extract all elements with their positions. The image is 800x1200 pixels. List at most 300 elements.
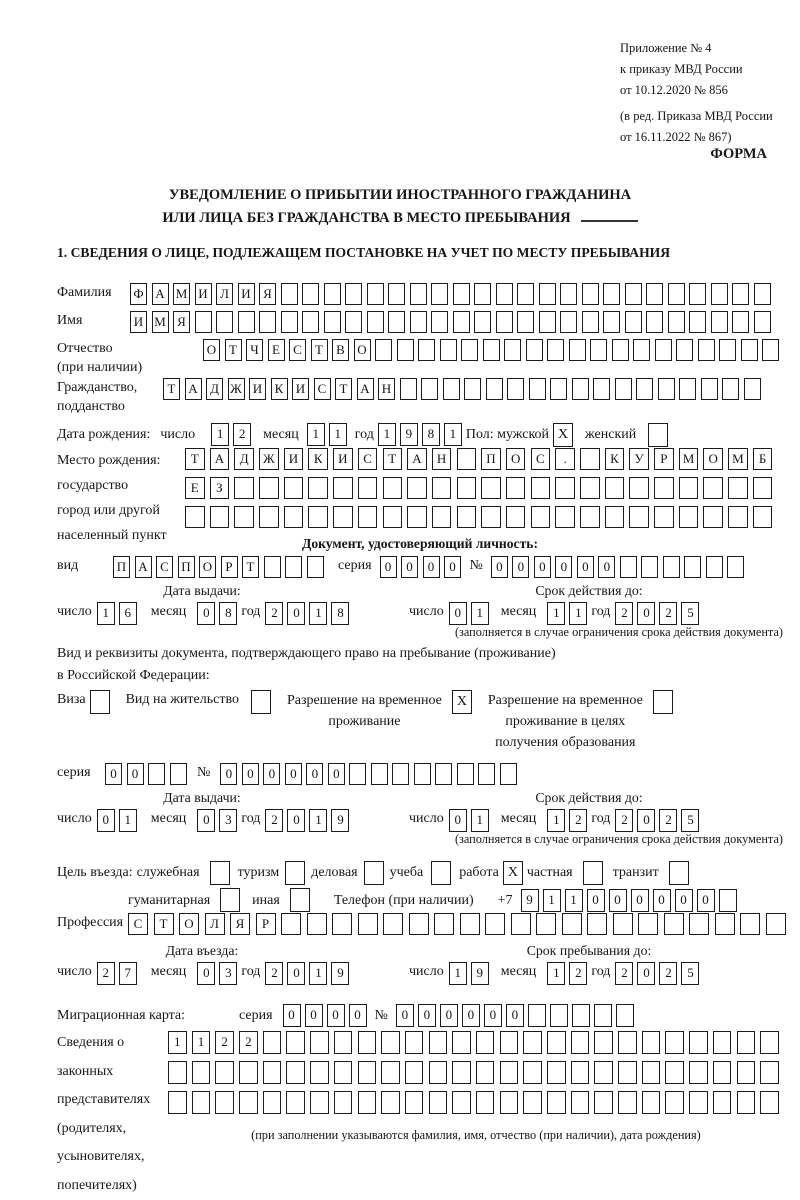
char-cell[interactable] xyxy=(334,1031,353,1054)
char-cell[interactable] xyxy=(523,1031,542,1054)
char-cell[interactable]: С xyxy=(156,556,173,578)
char-cell[interactable] xyxy=(646,283,663,305)
char-cell[interactable] xyxy=(496,311,513,333)
char-cell[interactable] xyxy=(284,477,304,499)
char-cell[interactable] xyxy=(594,1091,613,1114)
char-cell[interactable] xyxy=(665,1091,684,1114)
char-cell[interactable]: 0 xyxy=(449,602,467,625)
char-cell[interactable] xyxy=(711,283,728,305)
char-cell[interactable]: П xyxy=(481,448,501,470)
char-cell[interactable] xyxy=(713,1061,732,1084)
char-cell[interactable]: Т xyxy=(335,378,352,400)
char-cell[interactable] xyxy=(457,477,477,499)
char-cell[interactable] xyxy=(192,1061,211,1084)
char-cell[interactable]: К xyxy=(271,378,288,400)
char-cell[interactable]: Т xyxy=(185,448,205,470)
char-cell[interactable]: 7 xyxy=(119,962,137,985)
char-cell[interactable] xyxy=(638,913,658,935)
char-cell[interactable]: 0 xyxy=(637,602,655,625)
char-cell[interactable]: 0 xyxy=(287,962,305,985)
char-cell[interactable]: 0 xyxy=(328,763,345,785)
char-cell[interactable]: О xyxy=(199,556,216,578)
char-cell[interactable] xyxy=(713,1091,732,1114)
purpose-humanitarian-checkbox[interactable] xyxy=(220,888,240,912)
char-cell[interactable] xyxy=(264,556,281,578)
char-cell[interactable] xyxy=(715,913,735,935)
char-cell[interactable]: 0 xyxy=(305,1004,323,1027)
char-cell[interactable]: И xyxy=(284,448,304,470)
char-cell[interactable]: Л xyxy=(216,283,233,305)
char-cell[interactable] xyxy=(431,283,448,305)
char-cell[interactable] xyxy=(594,1061,613,1084)
purpose-transit-checkbox[interactable] xyxy=(669,861,689,885)
char-cell[interactable] xyxy=(358,913,378,935)
char-cell[interactable] xyxy=(281,311,298,333)
char-cell[interactable] xyxy=(728,477,748,499)
char-cell[interactable]: 2 xyxy=(569,809,587,832)
purpose-study-checkbox[interactable] xyxy=(431,861,451,885)
char-cell[interactable]: С xyxy=(531,448,551,470)
char-cell[interactable] xyxy=(620,556,637,578)
char-cell[interactable] xyxy=(760,1031,779,1054)
char-cell[interactable]: О xyxy=(179,913,199,935)
char-cell[interactable] xyxy=(457,506,477,528)
char-cell[interactable] xyxy=(286,1061,305,1084)
char-cell[interactable] xyxy=(754,283,771,305)
char-cell[interactable]: 0 xyxy=(97,809,115,832)
char-cell[interactable] xyxy=(547,1061,566,1084)
char-cell[interactable]: Я xyxy=(173,311,190,333)
char-cell[interactable] xyxy=(429,1031,448,1054)
char-cell[interactable]: 1 xyxy=(449,962,467,985)
char-cell[interactable] xyxy=(664,913,684,935)
sex-male-checkbox[interactable]: X xyxy=(553,423,573,447)
char-cell[interactable] xyxy=(474,311,491,333)
char-cell[interactable] xyxy=(234,477,254,499)
char-cell[interactable] xyxy=(572,378,589,400)
char-cell[interactable]: 0 xyxy=(534,556,551,578)
char-cell[interactable] xyxy=(689,311,706,333)
char-cell[interactable] xyxy=(388,283,405,305)
char-cell[interactable]: Б xyxy=(753,448,773,470)
char-cell[interactable] xyxy=(375,339,392,361)
char-cell[interactable]: 1 xyxy=(192,1031,211,1054)
char-cell[interactable] xyxy=(460,913,480,935)
char-cell[interactable] xyxy=(698,339,715,361)
char-cell[interactable] xyxy=(440,339,457,361)
char-cell[interactable] xyxy=(239,1091,258,1114)
char-cell[interactable]: Я xyxy=(259,283,276,305)
char-cell[interactable]: И xyxy=(249,378,266,400)
char-cell[interactable] xyxy=(753,506,773,528)
char-cell[interactable] xyxy=(432,477,452,499)
char-cell[interactable]: Т xyxy=(225,339,242,361)
char-cell[interactable] xyxy=(560,283,577,305)
char-cell[interactable]: 0 xyxy=(220,763,237,785)
char-cell[interactable] xyxy=(452,1061,471,1084)
char-cell[interactable] xyxy=(358,477,378,499)
char-cell[interactable]: В xyxy=(332,339,349,361)
char-cell[interactable] xyxy=(308,477,328,499)
char-cell[interactable]: . xyxy=(555,448,575,470)
char-cell[interactable]: А xyxy=(407,448,427,470)
char-cell[interactable] xyxy=(324,311,341,333)
char-cell[interactable]: К xyxy=(605,448,625,470)
char-cell[interactable] xyxy=(668,311,685,333)
char-cell[interactable]: Р xyxy=(256,913,276,935)
char-cell[interactable] xyxy=(410,311,427,333)
char-cell[interactable]: 0 xyxy=(609,889,627,912)
char-cell[interactable] xyxy=(684,556,701,578)
char-cell[interactable]: Т xyxy=(383,448,403,470)
char-cell[interactable] xyxy=(371,763,388,785)
char-cell[interactable]: 2 xyxy=(615,809,633,832)
char-cell[interactable] xyxy=(618,1061,637,1084)
char-cell[interactable]: 0 xyxy=(631,889,649,912)
char-cell[interactable] xyxy=(259,311,276,333)
char-cell[interactable] xyxy=(753,477,773,499)
char-cell[interactable] xyxy=(665,1061,684,1084)
char-cell[interactable] xyxy=(345,283,362,305)
char-cell[interactable] xyxy=(517,311,534,333)
char-cell[interactable] xyxy=(732,311,749,333)
char-cell[interactable]: 0 xyxy=(127,763,144,785)
char-cell[interactable]: О xyxy=(703,448,723,470)
char-cell[interactable] xyxy=(452,1091,471,1114)
char-cell[interactable] xyxy=(706,556,723,578)
char-cell[interactable]: 0 xyxy=(598,556,615,578)
char-cell[interactable] xyxy=(569,339,586,361)
char-cell[interactable] xyxy=(281,283,298,305)
char-cell[interactable]: 5 xyxy=(681,809,699,832)
char-cell[interactable]: 0 xyxy=(380,556,397,578)
char-cell[interactable]: 5 xyxy=(681,602,699,625)
char-cell[interactable]: 9 xyxy=(471,962,489,985)
char-cell[interactable]: 0 xyxy=(283,1004,301,1027)
char-cell[interactable]: 1 xyxy=(97,602,115,625)
char-cell[interactable]: О xyxy=(506,448,526,470)
char-cell[interactable] xyxy=(703,477,723,499)
char-cell[interactable] xyxy=(421,378,438,400)
char-cell[interactable]: Е xyxy=(185,477,205,499)
char-cell[interactable]: 1 xyxy=(378,423,396,446)
char-cell[interactable] xyxy=(429,1061,448,1084)
char-cell[interactable] xyxy=(679,378,696,400)
char-cell[interactable]: И xyxy=(130,311,147,333)
char-cell[interactable]: 1 xyxy=(471,602,489,625)
char-cell[interactable]: 3 xyxy=(219,962,237,985)
char-cell[interactable] xyxy=(531,506,551,528)
char-cell[interactable] xyxy=(431,311,448,333)
char-cell[interactable] xyxy=(168,1091,187,1114)
char-cell[interactable]: 0 xyxy=(491,556,508,578)
char-cell[interactable]: 0 xyxy=(197,962,215,985)
char-cell[interactable] xyxy=(629,506,649,528)
char-cell[interactable] xyxy=(414,763,431,785)
char-cell[interactable] xyxy=(547,1031,566,1054)
char-cell[interactable]: О xyxy=(203,339,220,361)
char-cell[interactable] xyxy=(358,1031,377,1054)
char-cell[interactable] xyxy=(170,763,187,785)
char-cell[interactable] xyxy=(689,1061,708,1084)
char-cell[interactable] xyxy=(381,1031,400,1054)
char-cell[interactable] xyxy=(550,378,567,400)
char-cell[interactable] xyxy=(383,913,403,935)
char-cell[interactable] xyxy=(500,1061,519,1084)
char-cell[interactable]: 0 xyxy=(197,602,215,625)
char-cell[interactable] xyxy=(483,339,500,361)
char-cell[interactable] xyxy=(642,1091,661,1114)
char-cell[interactable] xyxy=(407,477,427,499)
char-cell[interactable] xyxy=(616,1004,634,1027)
char-cell[interactable]: 0 xyxy=(287,809,305,832)
char-cell[interactable] xyxy=(625,311,642,333)
char-cell[interactable]: 6 xyxy=(119,602,137,625)
char-cell[interactable]: 1 xyxy=(119,809,137,832)
char-cell[interactable] xyxy=(760,1091,779,1114)
char-cell[interactable] xyxy=(528,1004,546,1027)
char-cell[interactable]: 0 xyxy=(396,1004,414,1027)
char-cell[interactable] xyxy=(148,763,165,785)
char-cell[interactable] xyxy=(286,1031,305,1054)
char-cell[interactable] xyxy=(679,477,699,499)
char-cell[interactable] xyxy=(679,506,699,528)
char-cell[interactable] xyxy=(284,506,304,528)
char-cell[interactable] xyxy=(550,1004,568,1027)
char-cell[interactable]: 2 xyxy=(265,962,283,985)
char-cell[interactable] xyxy=(689,1091,708,1114)
char-cell[interactable] xyxy=(766,913,786,935)
char-cell[interactable]: Ж xyxy=(228,378,245,400)
char-cell[interactable]: 2 xyxy=(97,962,115,985)
char-cell[interactable] xyxy=(381,1091,400,1114)
char-cell[interactable]: Т xyxy=(242,556,259,578)
char-cell[interactable] xyxy=(605,477,625,499)
char-cell[interactable] xyxy=(324,283,341,305)
char-cell[interactable]: 0 xyxy=(418,1004,436,1027)
char-cell[interactable] xyxy=(349,763,366,785)
char-cell[interactable] xyxy=(744,378,761,400)
char-cell[interactable]: 1 xyxy=(309,962,327,985)
char-cell[interactable]: 9 xyxy=(331,809,349,832)
char-cell[interactable]: И xyxy=(292,378,309,400)
char-cell[interactable] xyxy=(476,1031,495,1054)
char-cell[interactable] xyxy=(580,506,600,528)
purpose-private-checkbox[interactable] xyxy=(583,861,603,885)
char-cell[interactable] xyxy=(689,913,709,935)
char-cell[interactable] xyxy=(536,913,556,935)
char-cell[interactable] xyxy=(216,311,233,333)
char-cell[interactable] xyxy=(603,311,620,333)
char-cell[interactable]: 2 xyxy=(239,1031,258,1054)
char-cell[interactable]: 0 xyxy=(697,889,715,912)
char-cell[interactable] xyxy=(594,1004,612,1027)
char-cell[interactable] xyxy=(504,339,521,361)
char-cell[interactable] xyxy=(432,506,452,528)
char-cell[interactable] xyxy=(443,378,460,400)
char-cell[interactable]: 0 xyxy=(440,1004,458,1027)
char-cell[interactable] xyxy=(625,283,642,305)
char-cell[interactable]: М xyxy=(679,448,699,470)
char-cell[interactable]: С xyxy=(314,378,331,400)
char-cell[interactable] xyxy=(737,1091,756,1114)
char-cell[interactable] xyxy=(562,913,582,935)
char-cell[interactable]: Р xyxy=(221,556,238,578)
char-cell[interactable] xyxy=(500,1031,519,1054)
char-cell[interactable] xyxy=(727,556,744,578)
char-cell[interactable] xyxy=(754,311,771,333)
char-cell[interactable] xyxy=(474,283,491,305)
char-cell[interactable]: Е xyxy=(268,339,285,361)
char-cell[interactable] xyxy=(737,1031,756,1054)
char-cell[interactable] xyxy=(400,378,417,400)
char-cell[interactable] xyxy=(310,1031,329,1054)
char-cell[interactable]: 0 xyxy=(263,763,280,785)
char-cell[interactable] xyxy=(418,339,435,361)
residence-permit-checkbox[interactable] xyxy=(251,690,271,714)
char-cell[interactable] xyxy=(302,283,319,305)
char-cell[interactable] xyxy=(405,1031,424,1054)
purpose-commercial-checkbox[interactable] xyxy=(364,861,384,885)
char-cell[interactable] xyxy=(572,1004,590,1027)
char-cell[interactable]: 0 xyxy=(637,962,655,985)
char-cell[interactable]: М xyxy=(173,283,190,305)
char-cell[interactable] xyxy=(481,477,501,499)
char-cell[interactable] xyxy=(740,913,760,935)
char-cell[interactable]: 8 xyxy=(331,602,349,625)
char-cell[interactable]: 9 xyxy=(331,962,349,985)
char-cell[interactable] xyxy=(435,763,452,785)
char-cell[interactable] xyxy=(571,1061,590,1084)
char-cell[interactable]: 0 xyxy=(327,1004,345,1027)
char-cell[interactable]: Т xyxy=(163,378,180,400)
char-cell[interactable]: 9 xyxy=(400,423,418,446)
char-cell[interactable] xyxy=(367,311,384,333)
char-cell[interactable]: 1 xyxy=(547,962,565,985)
char-cell[interactable] xyxy=(737,1061,756,1084)
char-cell[interactable] xyxy=(481,506,501,528)
char-cell[interactable] xyxy=(511,913,531,935)
char-cell[interactable]: 5 xyxy=(681,962,699,985)
char-cell[interactable] xyxy=(719,889,737,912)
char-cell[interactable]: П xyxy=(178,556,195,578)
char-cell[interactable] xyxy=(571,1031,590,1054)
char-cell[interactable] xyxy=(429,1091,448,1114)
char-cell[interactable]: 1 xyxy=(309,602,327,625)
char-cell[interactable] xyxy=(476,1091,495,1114)
char-cell[interactable]: А xyxy=(185,378,202,400)
char-cell[interactable] xyxy=(594,1031,613,1054)
char-cell[interactable] xyxy=(334,1091,353,1114)
char-cell[interactable]: Т xyxy=(311,339,328,361)
char-cell[interactable]: Т xyxy=(154,913,174,935)
char-cell[interactable] xyxy=(259,477,279,499)
char-cell[interactable] xyxy=(332,913,352,935)
char-cell[interactable]: 1 xyxy=(569,602,587,625)
char-cell[interactable]: 2 xyxy=(265,809,283,832)
char-cell[interactable] xyxy=(388,311,405,333)
char-cell[interactable] xyxy=(531,477,551,499)
char-cell[interactable] xyxy=(633,339,650,361)
char-cell[interactable] xyxy=(732,283,749,305)
char-cell[interactable]: 0 xyxy=(637,809,655,832)
char-cell[interactable]: 1 xyxy=(329,423,347,446)
char-cell[interactable] xyxy=(453,283,470,305)
char-cell[interactable] xyxy=(405,1091,424,1114)
char-cell[interactable]: 1 xyxy=(444,423,462,446)
char-cell[interactable] xyxy=(741,339,758,361)
char-cell[interactable]: 1 xyxy=(471,809,489,832)
char-cell[interactable] xyxy=(410,283,427,305)
char-cell[interactable] xyxy=(464,378,481,400)
char-cell[interactable] xyxy=(239,1061,258,1084)
char-cell[interactable] xyxy=(397,339,414,361)
char-cell[interactable]: А xyxy=(135,556,152,578)
char-cell[interactable] xyxy=(507,378,524,400)
char-cell[interactable] xyxy=(192,1091,211,1114)
char-cell[interactable] xyxy=(642,1061,661,1084)
char-cell[interactable]: Н xyxy=(378,378,395,400)
char-cell[interactable] xyxy=(580,448,600,470)
char-cell[interactable]: 2 xyxy=(659,602,677,625)
char-cell[interactable]: 8 xyxy=(219,602,237,625)
char-cell[interactable] xyxy=(539,311,556,333)
purpose-work-checkbox[interactable]: X xyxy=(503,861,523,885)
char-cell[interactable] xyxy=(658,378,675,400)
char-cell[interactable] xyxy=(762,339,779,361)
char-cell[interactable] xyxy=(496,283,513,305)
char-cell[interactable] xyxy=(641,556,658,578)
char-cell[interactable]: 0 xyxy=(506,1004,524,1027)
char-cell[interactable]: Д xyxy=(234,448,254,470)
char-cell[interactable] xyxy=(485,913,505,935)
char-cell[interactable] xyxy=(259,506,279,528)
char-cell[interactable] xyxy=(185,506,205,528)
char-cell[interactable] xyxy=(286,1091,305,1114)
char-cell[interactable] xyxy=(358,506,378,528)
char-cell[interactable] xyxy=(526,339,543,361)
char-cell[interactable] xyxy=(711,311,728,333)
char-cell[interactable] xyxy=(529,378,546,400)
char-cell[interactable]: 2 xyxy=(615,962,633,985)
char-cell[interactable]: 3 xyxy=(219,809,237,832)
char-cell[interactable] xyxy=(310,1061,329,1084)
char-cell[interactable]: З xyxy=(210,477,230,499)
char-cell[interactable]: 1 xyxy=(211,423,229,446)
char-cell[interactable] xyxy=(618,1031,637,1054)
char-cell[interactable]: 0 xyxy=(287,602,305,625)
char-cell[interactable] xyxy=(506,506,526,528)
char-cell[interactable] xyxy=(523,1091,542,1114)
char-cell[interactable] xyxy=(307,913,327,935)
char-cell[interactable] xyxy=(263,1091,282,1114)
char-cell[interactable]: 0 xyxy=(423,556,440,578)
char-cell[interactable] xyxy=(383,506,403,528)
char-cell[interactable] xyxy=(701,378,718,400)
char-cell[interactable]: 0 xyxy=(349,1004,367,1027)
char-cell[interactable] xyxy=(195,311,212,333)
char-cell[interactable] xyxy=(689,283,706,305)
char-cell[interactable] xyxy=(582,283,599,305)
char-cell[interactable]: 0 xyxy=(449,809,467,832)
char-cell[interactable]: 1 xyxy=(547,602,565,625)
char-cell[interactable] xyxy=(655,339,672,361)
char-cell[interactable]: 0 xyxy=(484,1004,502,1027)
char-cell[interactable] xyxy=(587,913,607,935)
char-cell[interactable] xyxy=(618,1091,637,1114)
char-cell[interactable] xyxy=(281,913,301,935)
char-cell[interactable]: 9 xyxy=(521,889,539,912)
